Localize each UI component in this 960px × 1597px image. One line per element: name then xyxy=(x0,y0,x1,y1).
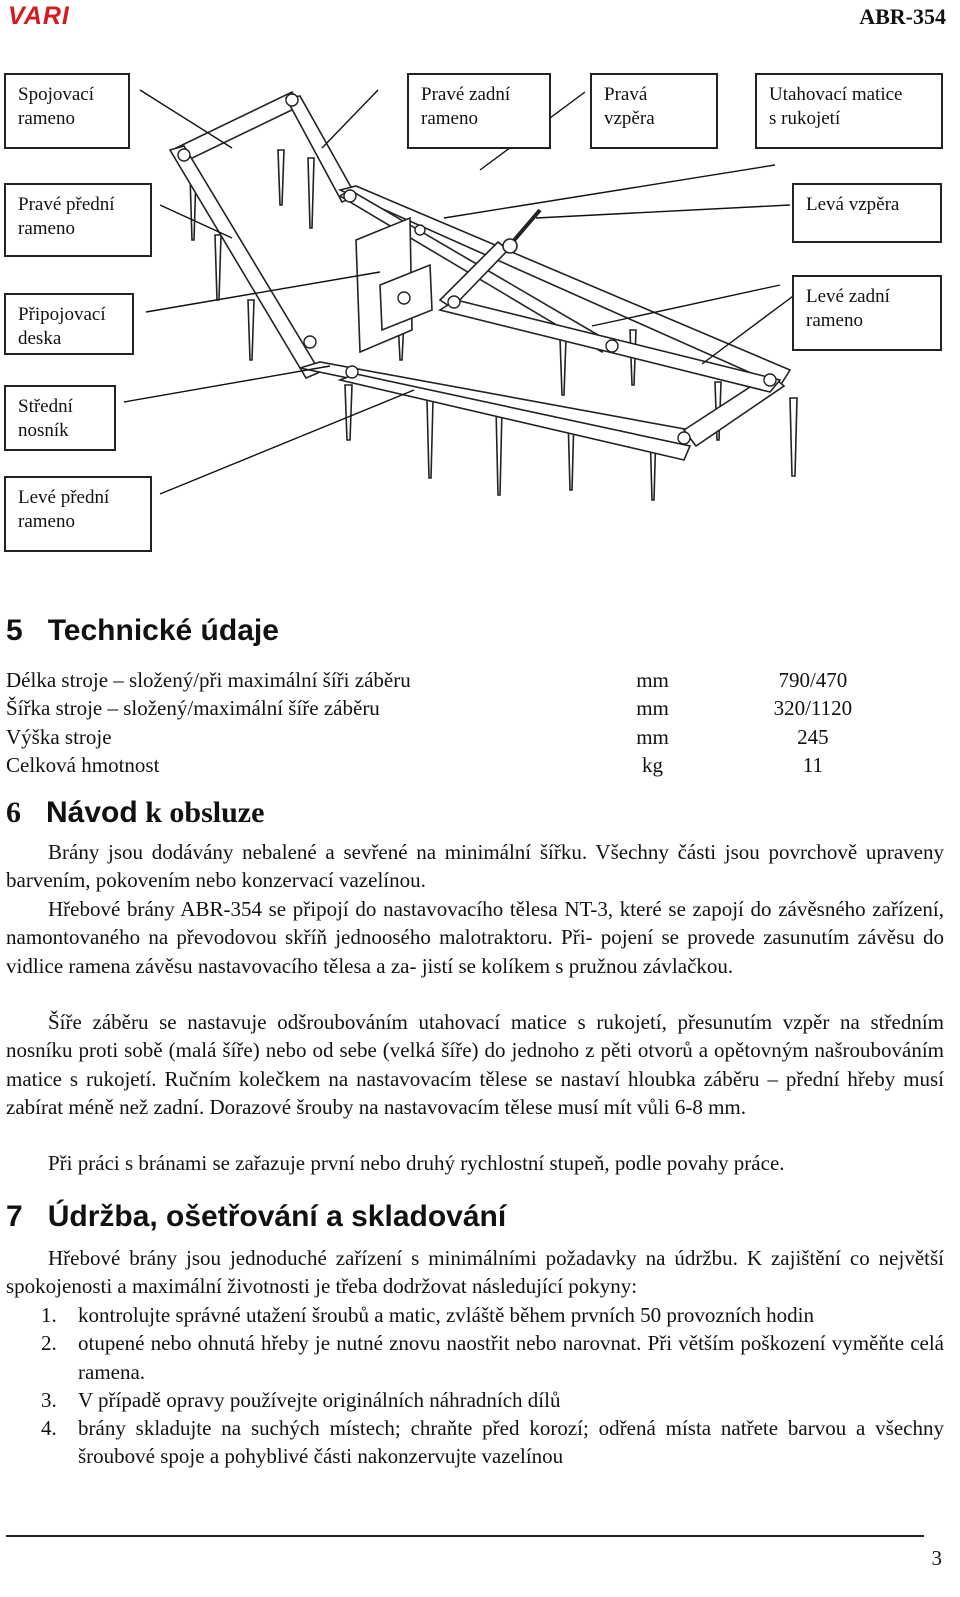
section-7-heading: 7 Údržba, ošetřování a skladování xyxy=(6,1200,507,1233)
label-leva-vzpera: Levá vzpěra xyxy=(792,183,942,243)
list-item: 4. brány skladujte na suchých místech; chraňte před korozí; odřená místa natřete barvou a všechny šroubové spoje a pohyblivé části nakonzervujte vazelínou xyxy=(41,1416,944,1469)
table-row: Délka stroje – složený/při maximální šíři záběru mm 790/470 xyxy=(6,667,848,692)
label-prave-predni-rameno: Pravé přední rameno xyxy=(4,183,152,257)
list-item: 2. otupené nebo ohnutá hřeby je nutné znovu naostřit nebo narovnat. Při větším poškození vyměňte celá ramena. xyxy=(41,1331,944,1384)
section-6-para-4: Při práci s bránami se zařazuje první nebo druhý rychlostní stupeň, podle povahy práce. xyxy=(48,1151,785,1175)
table-row: Šířka stroje – složený/maximální šíře záběru mm 320/1120 xyxy=(6,696,853,721)
label-spojovaci-rameno: Spojovací rameno xyxy=(4,73,130,149)
section-5-heading: 5 Technické údaje xyxy=(6,614,279,647)
page-number: 3 xyxy=(931,1546,942,1570)
label-leve-zadni-rameno: Levé zadní rameno xyxy=(792,275,942,351)
table-row: Výška stroje mm 245 xyxy=(6,724,829,749)
label-pripojovaci-deska: Připojovací deska xyxy=(4,293,134,355)
label-utahovaci-matice: Utahovací matice s rukojetí xyxy=(755,73,943,149)
spec-table xyxy=(6,666,906,780)
label-leve-predni-rameno: Levé přední rameno xyxy=(4,476,152,552)
section-6-para-1: Brány jsou dodávány nebalené a sevřené na minimální šířku. Všechny části jsou povrchově upraveny barvením, pokovením nebo konzervací vazelínou. xyxy=(6,840,944,893)
section-6-para-2: Hřebové brány ABR-354 se připojí do nastavovacího tělesa NT-3, které se zapojí do závěsného zařízení, namontovaného na převodovou skříň jednoosého malotraktoru. Při- pojení se provede zasunutím závěsu do vidlice ramena závěsu nastavovacího tělesa a za- jistí se kolíkem s pružnou závlačkou. xyxy=(6,897,944,978)
logo-text: VARI xyxy=(8,4,70,26)
vari-logo xyxy=(6,4,130,26)
label-prave-zadni-rameno: Pravé zadní rameno xyxy=(407,73,551,149)
footer-rule xyxy=(6,1535,924,1537)
section-7-intro: Hřebové brány jsou jednoduché zařízení s minimálními požadavky na údržbu. K zajištění co největší spokojenosti a maximální životnosti je třeba dodržovat následující pokyny: xyxy=(6,1246,944,1299)
list-item: 3. V případě opravy používejte originálních náhradních dílů xyxy=(41,1387,561,1412)
list-item: 1. kontrolujte správné utažení šroubů a matic, zvláště během prvních 50 provozních hodin xyxy=(41,1303,814,1327)
label-prava-vzpera: Pravá vzpěra xyxy=(590,73,718,149)
document-code: ABR-354 xyxy=(859,4,946,29)
label-stredni-nosnik: Střední nosník xyxy=(4,385,116,451)
table-row: Celková hmotnost kg 11 xyxy=(6,753,823,778)
maintenance-list xyxy=(6,1301,944,1471)
section-6-para-3: Šíře záběru se nastavuje odšroubováním utahovací matice s rukojetí, přesunutím vzpěr na středním nosníku proti sobě (malá šíře) nebo od sebe (velká šíře) do jednoho z pěti otvorů a opětovným našroubováním matice s rukojetí. Ručním kolečkem na nastavovacím tělese se nastaví hloubka záběru – přední hřeby musí zabírat méně než zadní. Dorazové šrouby na nastavovacím tělese musí mít vůli 6-8 mm. xyxy=(6,1010,944,1119)
section-6-heading: 6 Návod k obsluze xyxy=(6,796,265,829)
